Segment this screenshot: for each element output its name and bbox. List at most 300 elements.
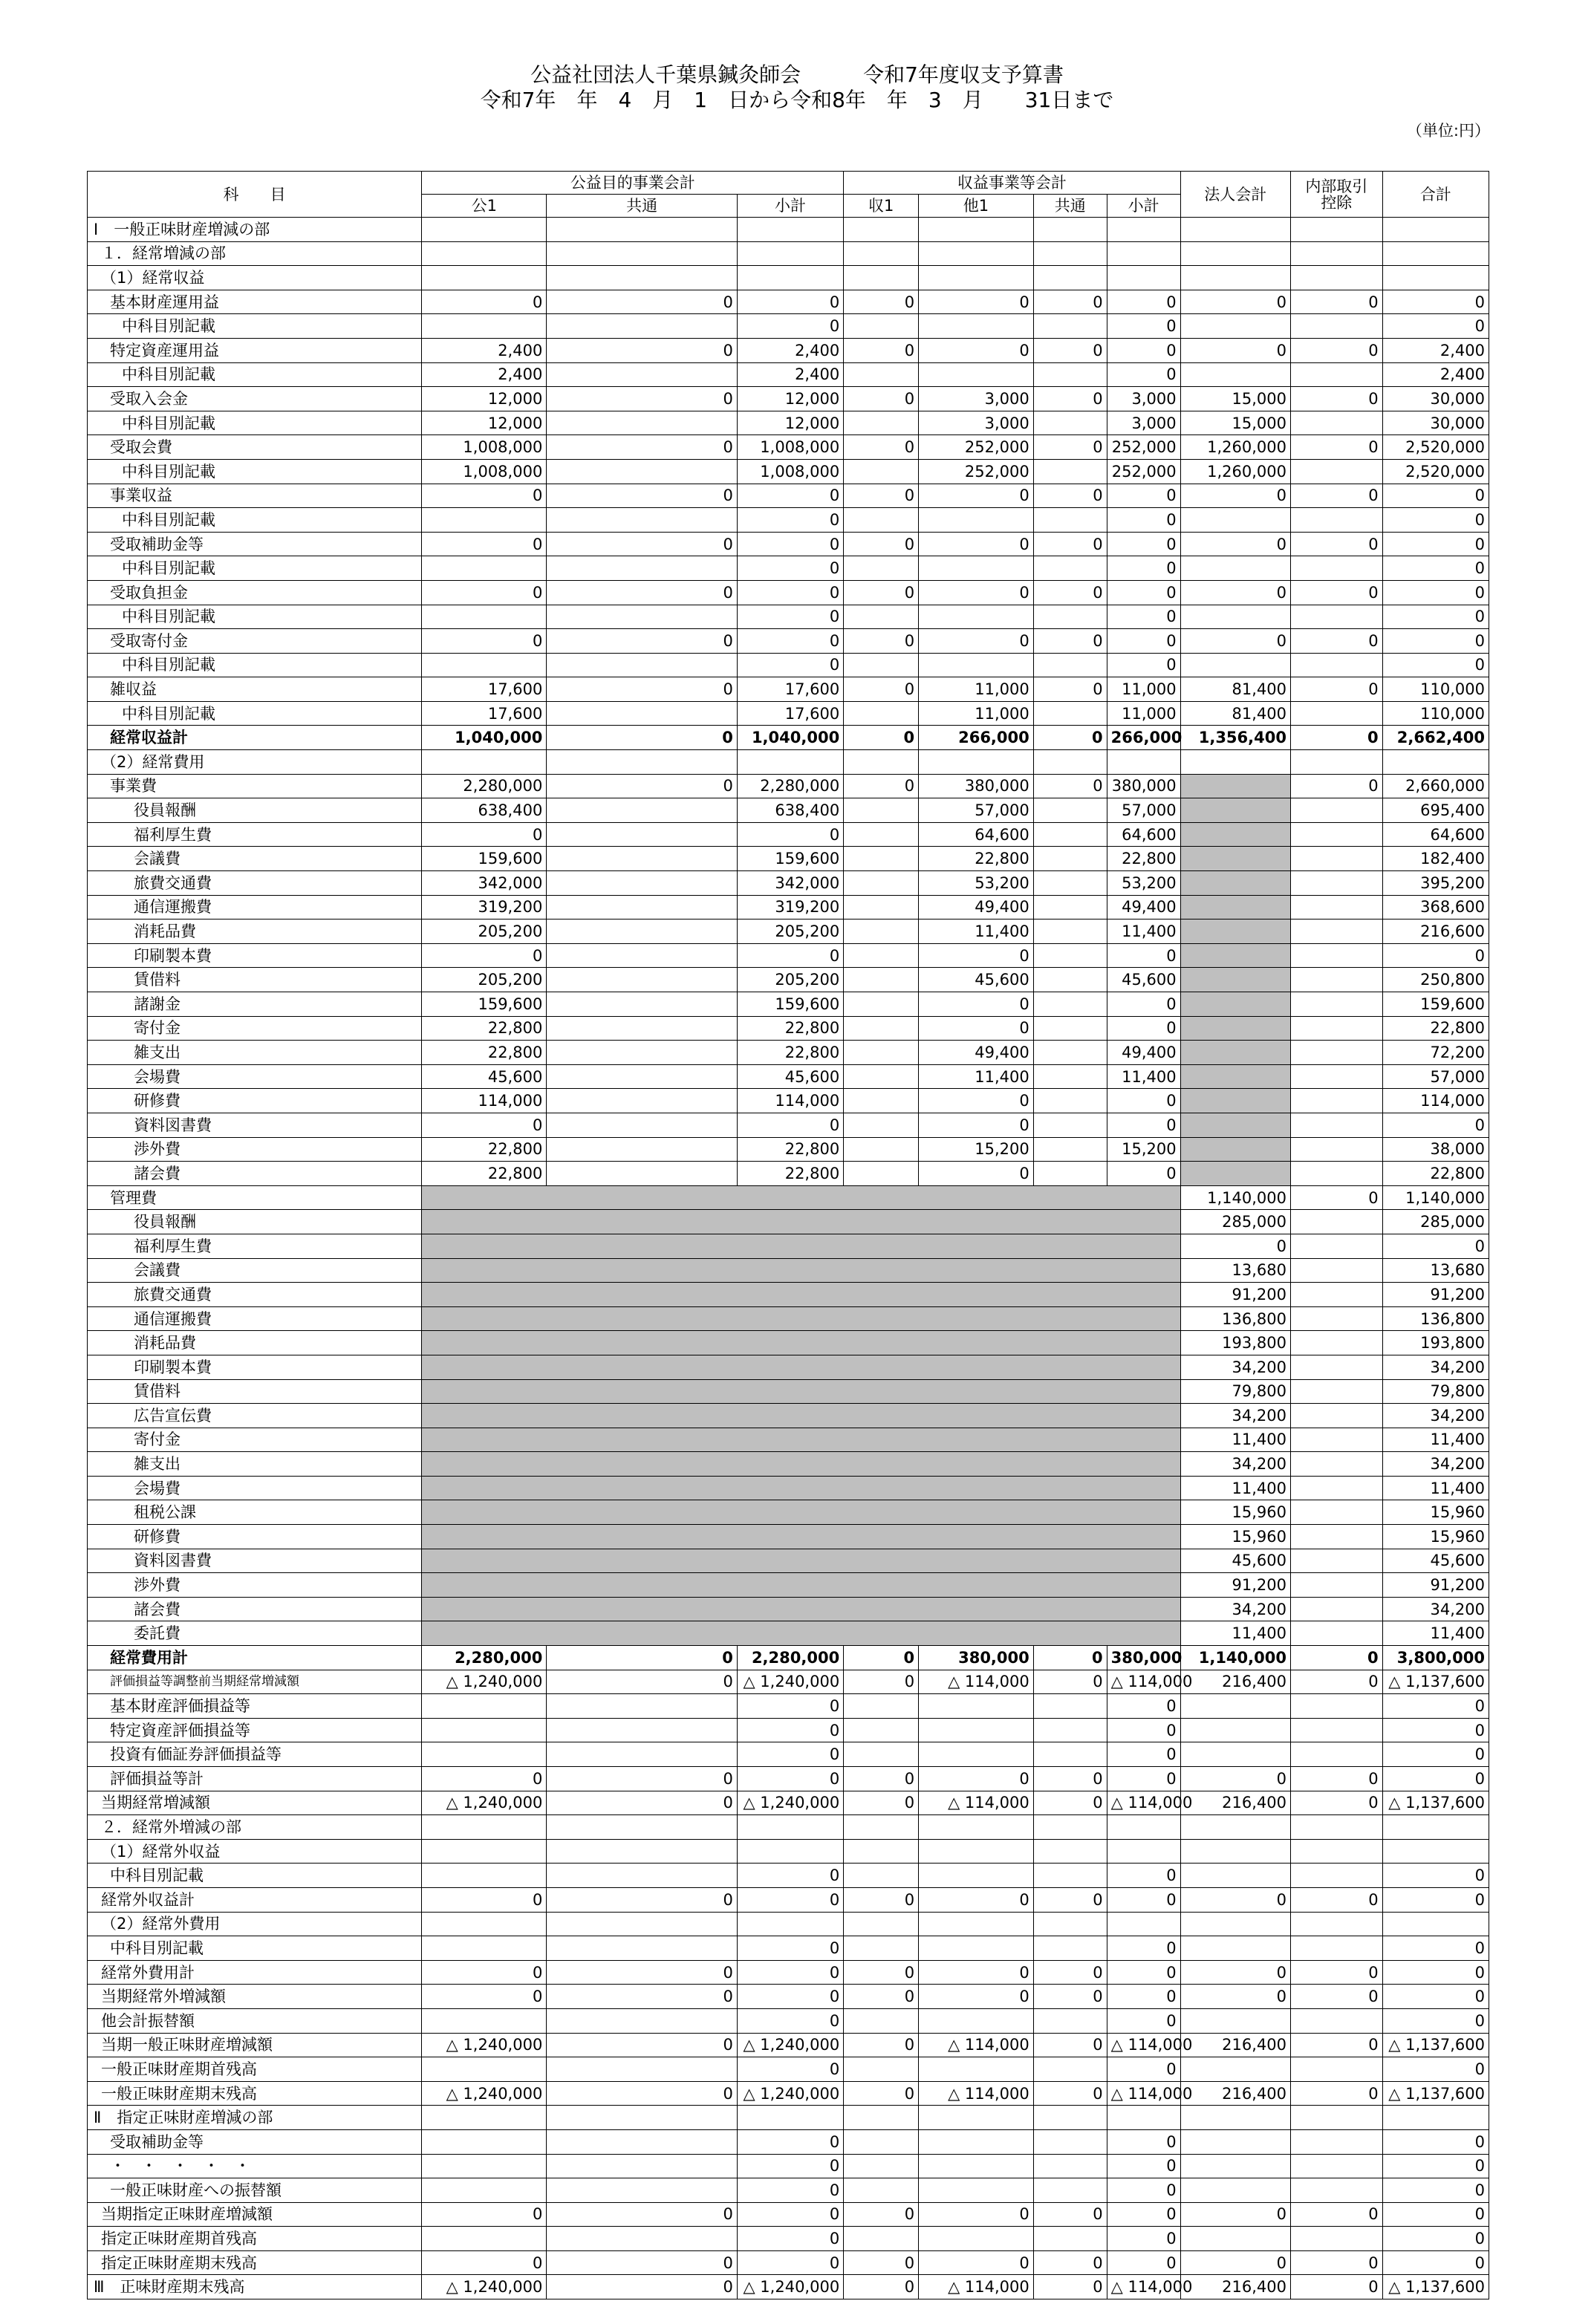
cell-total: 110,000: [1382, 677, 1489, 702]
row-label: 資料図書費: [88, 1549, 422, 1573]
row-label: 当期経常外増減額: [88, 1985, 422, 2009]
shaded-cell: [422, 1476, 1180, 1500]
cell-internal: [1290, 701, 1382, 726]
cell-corporate: 11,400: [1180, 1428, 1290, 1452]
cell-rev1: 0: [844, 774, 919, 798]
cell-internal: [1290, 1839, 1382, 1864]
cell-corporate: 0: [1180, 532, 1290, 556]
cell-total: 193,800: [1382, 1331, 1489, 1355]
cell-rev1: [844, 362, 919, 387]
cell-internal: 0: [1290, 2033, 1382, 2057]
cell-other1: 0: [919, 1985, 1034, 2009]
cell-common1: 0: [547, 1646, 738, 1670]
cell-internal: [1290, 895, 1382, 919]
row-label: 受取寄付金: [88, 629, 422, 654]
row-label: 受取会費: [88, 435, 422, 460]
cell-corporate: 285,000: [1180, 1210, 1290, 1234]
cell-corporate: [1180, 508, 1290, 533]
cell-common2: [1033, 1113, 1107, 1137]
cell-subtotal2: 0: [1107, 1767, 1180, 1791]
cell-rev1: [844, 1137, 919, 1162]
cell-common2: 0: [1033, 2081, 1107, 2106]
cell-rev1: [844, 750, 919, 775]
row-label: 中科目別記載: [88, 508, 422, 533]
cell-subtotal2: 45,600: [1107, 968, 1180, 992]
cell-public1: [422, 2227, 547, 2251]
cell-subtotal2: △ 114,000: [1107, 2081, 1180, 2106]
cell-rev1: [844, 1912, 919, 1936]
col-group-revenue: 収益事業等会計: [844, 172, 1180, 195]
table-row: [88, 2106, 1489, 2130]
cell-common1: [547, 1113, 738, 1137]
cell-total: 0: [1382, 2227, 1489, 2251]
cell-public1: [422, 314, 547, 339]
cell-internal: 0: [1290, 1767, 1382, 1791]
cell-subtotal1: 12,000: [737, 387, 843, 411]
cell-public1: [422, 2008, 547, 2033]
cell-common2: [1033, 241, 1107, 266]
cell-other1: [919, 241, 1034, 266]
cell-other1: 11,400: [919, 1064, 1034, 1089]
cell-other1: 0: [919, 1016, 1034, 1041]
cell-common2: [1033, 847, 1107, 871]
cell-internal: 0: [1290, 1670, 1382, 1694]
cell-subtotal2: △ 114,000: [1107, 1791, 1180, 1815]
cell-subtotal1: [737, 2106, 843, 2130]
cell-internal: 0: [1290, 435, 1382, 460]
cell-common1: 0: [547, 387, 738, 411]
cell-total: 0: [1382, 943, 1489, 968]
cell-total: 22,800: [1382, 1162, 1489, 1186]
cell-subtotal1: [737, 218, 843, 242]
cell-subtotal1: 0: [737, 653, 843, 677]
cell-subtotal1: [737, 750, 843, 775]
cell-other1: 0: [919, 1887, 1034, 1912]
cell-corporate: 216,400: [1180, 2275, 1290, 2299]
cell-common1: [547, 605, 738, 629]
cell-common2: [1033, 2154, 1107, 2178]
row-label: 役員報酬: [88, 1210, 422, 1234]
cell-total: 0: [1382, 2057, 1489, 2082]
table-row: [88, 1960, 1489, 1985]
cell-common1: 0: [547, 532, 738, 556]
cell-common1: [547, 1137, 738, 1162]
cell-corporate: 0: [1180, 1767, 1290, 1791]
cell-other1: 0: [919, 338, 1034, 362]
cell-subtotal1: 0: [737, 2129, 843, 2154]
cell-subtotal1: △ 1,240,000: [737, 2275, 843, 2299]
cell-rev1: [844, 871, 919, 896]
cell-public1: [422, 218, 547, 242]
shaded-cell: [1180, 798, 1290, 823]
cell-other1: 0: [919, 1767, 1034, 1791]
row-label: 中科目別記載: [88, 411, 422, 435]
cell-subtotal1: 319,200: [737, 895, 843, 919]
cell-total: 0: [1382, 580, 1489, 605]
cell-subtotal2: 0: [1107, 580, 1180, 605]
cell-subtotal1: 0: [737, 2057, 843, 2082]
cell-subtotal2: 0: [1107, 1718, 1180, 1742]
cell-subtotal1: 0: [737, 2250, 843, 2275]
cell-common2: [1033, 2178, 1107, 2203]
shaded-cell: [1180, 774, 1290, 798]
cell-subtotal2: 266,000: [1107, 726, 1180, 750]
cell-common1: [547, 2106, 738, 2130]
cell-total: 0: [1382, 484, 1489, 508]
cell-corporate: [1180, 1936, 1290, 1961]
cell-corporate: [1180, 1694, 1290, 1719]
cell-subtotal2: 0: [1107, 1864, 1180, 1888]
cell-internal: [1290, 1258, 1382, 1283]
cell-common2: [1033, 459, 1107, 484]
cell-subtotal2: 0: [1107, 290, 1180, 314]
cell-common2: [1033, 1089, 1107, 1113]
cell-public1: [422, 1815, 547, 1840]
table-row: [88, 1137, 1489, 1162]
cell-other1: [919, 1718, 1034, 1742]
cell-total: 11,400: [1382, 1476, 1489, 1500]
cell-subtotal2: 0: [1107, 1742, 1180, 1767]
row-label: 経常費用計: [88, 1646, 422, 1670]
table-row: [88, 266, 1489, 290]
cell-public1: 0: [422, 943, 547, 968]
document-title: 公益社団法人千葉県鍼灸師会 令和7年度収支予算書: [530, 62, 1064, 87]
cell-subtotal1: 342,000: [737, 871, 843, 896]
cell-public1: △ 1,240,000: [422, 2033, 547, 2057]
cell-subtotal1: 12,000: [737, 411, 843, 435]
cell-subtotal1: 0: [737, 1887, 843, 1912]
cell-corporate: 0: [1180, 1960, 1290, 1985]
shaded-cell: [422, 1355, 1180, 1379]
cell-common2: [1033, 1162, 1107, 1186]
cell-public1: [422, 1936, 547, 1961]
cell-common1: [547, 1016, 738, 1041]
row-label: １．経常増減の部: [88, 241, 422, 266]
cell-other1: [919, 266, 1034, 290]
cell-total: [1382, 1815, 1489, 1840]
cell-rev1: [844, 1162, 919, 1186]
table-row: [88, 1234, 1489, 1258]
cell-subtotal2: 49,400: [1107, 1041, 1180, 1065]
cell-corporate: [1180, 1864, 1290, 1888]
cell-rev1: 0: [844, 2250, 919, 2275]
cell-corporate: [1180, 2178, 1290, 2203]
cell-other1: [919, 1912, 1034, 1936]
cell-corporate: 91,200: [1180, 1283, 1290, 1307]
cell-corporate: 1,140,000: [1180, 1646, 1290, 1670]
cell-rev1: [844, 822, 919, 847]
cell-common2: [1033, 750, 1107, 775]
table-row: [88, 2275, 1489, 2299]
cell-internal: [1290, 2057, 1382, 2082]
cell-internal: [1290, 2106, 1382, 2130]
cell-total: 2,662,400: [1382, 726, 1489, 750]
cell-public1: [422, 750, 547, 775]
cell-other1: [919, 653, 1034, 677]
cell-rev1: [844, 218, 919, 242]
table-row: [88, 798, 1489, 823]
row-label: 中科目別記載: [88, 605, 422, 629]
shaded-cell: [1180, 943, 1290, 968]
cell-common1: [547, 750, 738, 775]
cell-public1: [422, 653, 547, 677]
cell-common1: 0: [547, 1887, 738, 1912]
cell-common2: [1033, 266, 1107, 290]
table-row: [88, 1452, 1489, 1477]
cell-other1: 0: [919, 2250, 1034, 2275]
row-label: Ⅰ 一般正味財産増減の部: [88, 218, 422, 242]
row-label: 旅費交通費: [88, 1283, 422, 1307]
cell-total: 0: [1382, 605, 1489, 629]
cell-common1: 0: [547, 1791, 738, 1815]
cell-internal: [1290, 1331, 1382, 1355]
cell-internal: 0: [1290, 387, 1382, 411]
cell-common1: [547, 701, 738, 726]
cell-corporate: [1180, 556, 1290, 581]
cell-subtotal2: 0: [1107, 362, 1180, 387]
cell-public1: 159,600: [422, 847, 547, 871]
cell-common1: [547, 1815, 738, 1840]
cell-common1: [547, 2227, 738, 2251]
cell-total: 3,800,000: [1382, 1646, 1489, 1670]
cell-public1: 0: [422, 2202, 547, 2227]
cell-rev1: 0: [844, 435, 919, 460]
cell-total: 57,000: [1382, 1064, 1489, 1089]
cell-total: 0: [1382, 1960, 1489, 1985]
cell-subtotal2: 380,000: [1107, 1646, 1180, 1670]
table-row: [88, 435, 1489, 460]
cell-common1: [547, 919, 738, 944]
shaded-cell: [422, 1597, 1180, 1621]
cell-common1: [547, 1742, 738, 1767]
row-label: 受取入会金: [88, 387, 422, 411]
row-label: 経常外収益計: [88, 1887, 422, 1912]
cell-other1: △ 114,000: [919, 2275, 1034, 2299]
table-row: [88, 2227, 1489, 2251]
cell-common1: [547, 2178, 738, 2203]
cell-internal: [1290, 1815, 1382, 1840]
table-row: [88, 677, 1489, 702]
cell-subtotal2: 49,400: [1107, 895, 1180, 919]
cell-common1: [547, 1864, 738, 1888]
table-row: [88, 1936, 1489, 1961]
cell-common2: [1033, 2227, 1107, 2251]
cell-subtotal1: △ 1,240,000: [737, 1791, 843, 1815]
cell-corporate: 0: [1180, 580, 1290, 605]
cell-subtotal2: 0: [1107, 992, 1180, 1017]
cell-rev1: [844, 2129, 919, 2154]
cell-rev1: [844, 1089, 919, 1113]
table-row: [88, 1767, 1489, 1791]
cell-corporate: 34,200: [1180, 1355, 1290, 1379]
cell-public1: [422, 556, 547, 581]
cell-common1: [547, 895, 738, 919]
cell-internal: [1290, 1355, 1382, 1379]
cell-other1: 0: [919, 2202, 1034, 2227]
row-label: 中科目別記載: [88, 362, 422, 387]
cell-other1: 0: [919, 484, 1034, 508]
table-row: [88, 411, 1489, 435]
cell-total: 2,520,000: [1382, 435, 1489, 460]
cell-total: 250,800: [1382, 968, 1489, 992]
cell-other1: [919, 2057, 1034, 2082]
cell-subtotal1: [737, 241, 843, 266]
cell-common2: 0: [1033, 1887, 1107, 1912]
cell-common2: 0: [1033, 2275, 1107, 2299]
row-label: 諸謝金: [88, 992, 422, 1017]
cell-subtotal2: 0: [1107, 1016, 1180, 1041]
cell-other1: [919, 1839, 1034, 1864]
cell-other1: [919, 1694, 1034, 1719]
cell-total: 0: [1382, 1767, 1489, 1791]
cell-other1: 49,400: [919, 895, 1034, 919]
cell-other1: 266,000: [919, 726, 1034, 750]
cell-corporate: [1180, 2154, 1290, 2178]
cell-common2: 0: [1033, 387, 1107, 411]
table-row: [88, 241, 1489, 266]
cell-subtotal1: 0: [737, 605, 843, 629]
cell-common2: 0: [1033, 1646, 1107, 1670]
row-label: 基本財産運用益: [88, 290, 422, 314]
cell-subtotal2: 0: [1107, 556, 1180, 581]
cell-common2: [1033, 1064, 1107, 1089]
cell-internal: [1290, 1912, 1382, 1936]
cell-other1: [919, 2008, 1034, 2033]
cell-common2: [1033, 1815, 1107, 1840]
cell-common1: 0: [547, 774, 738, 798]
cell-subtotal2: 11,000: [1107, 701, 1180, 726]
row-label: 会場費: [88, 1476, 422, 1500]
cell-subtotal2: [1107, 1912, 1180, 1936]
table-row: [88, 605, 1489, 629]
cell-total: △ 1,137,600: [1382, 1670, 1489, 1694]
cell-other1: 252,000: [919, 435, 1034, 460]
shaded-cell: [1180, 992, 1290, 1017]
cell-subtotal2: 0: [1107, 605, 1180, 629]
cell-rev1: [844, 605, 919, 629]
shaded-cell: [1180, 1016, 1290, 1041]
cell-common1: [547, 1041, 738, 1065]
cell-other1: [919, 1742, 1034, 1767]
cell-subtotal1: 0: [737, 1694, 843, 1719]
cell-rev1: [844, 1113, 919, 1137]
cell-other1: [919, 750, 1034, 775]
cell-corporate: [1180, 362, 1290, 387]
cell-rev1: 0: [844, 1960, 919, 1985]
shaded-cell: [1180, 1041, 1290, 1065]
cell-common2: 0: [1033, 2033, 1107, 2057]
cell-subtotal1: 0: [737, 290, 843, 314]
row-label: 一般正味財産期末残高: [88, 2081, 422, 2106]
shaded-cell: [422, 1283, 1180, 1307]
cell-public1: 0: [422, 1113, 547, 1137]
row-label: 諸会費: [88, 1597, 422, 1621]
cell-subtotal2: 0: [1107, 1936, 1180, 1961]
table-row: [88, 1016, 1489, 1041]
shaded-cell: [422, 1621, 1180, 1646]
cell-subtotal1: 0: [737, 314, 843, 339]
cell-corporate: 216,400: [1180, 1670, 1290, 1694]
cell-corporate: 0: [1180, 484, 1290, 508]
cell-other1: 0: [919, 629, 1034, 654]
cell-rev1: [844, 701, 919, 726]
row-label: 投資有価証券評価損益等: [88, 1742, 422, 1767]
cell-subtotal2: 22,800: [1107, 847, 1180, 871]
row-label: Ⅱ 指定正味財産増減の部: [88, 2106, 422, 2130]
cell-subtotal2: [1107, 2106, 1180, 2130]
cell-subtotal1: [737, 1912, 843, 1936]
budget-table: [87, 171, 1489, 2299]
cell-subtotal1: △ 1,240,000: [737, 2033, 843, 2057]
cell-internal: [1290, 1379, 1382, 1404]
cell-rev1: 0: [844, 677, 919, 702]
cell-public1: 17,600: [422, 677, 547, 702]
cell-public1: 17,600: [422, 701, 547, 726]
cell-corporate: 34,200: [1180, 1597, 1290, 1621]
row-label: ２．経常外増減の部: [88, 1815, 422, 1840]
cell-total: 695,400: [1382, 798, 1489, 823]
cell-subtotal1: 22,800: [737, 1162, 843, 1186]
cell-corporate: 0: [1180, 290, 1290, 314]
row-label: 印刷製本費: [88, 1355, 422, 1379]
cell-total: 91,200: [1382, 1283, 1489, 1307]
cell-internal: 0: [1290, 2275, 1382, 2299]
table-row: [88, 484, 1489, 508]
cell-corporate: 216,400: [1180, 1791, 1290, 1815]
shaded-cell: [1180, 895, 1290, 919]
cell-common2: 0: [1033, 290, 1107, 314]
cell-subtotal2: 252,000: [1107, 459, 1180, 484]
cell-public1: 1,008,000: [422, 459, 547, 484]
cell-corporate: [1180, 750, 1290, 775]
row-label: 役員報酬: [88, 798, 422, 823]
cell-internal: [1290, 218, 1382, 242]
shaded-cell: [1180, 1089, 1290, 1113]
row-label: 広告宣伝費: [88, 1404, 422, 1428]
cell-common2: [1033, 411, 1107, 435]
cell-total: 0: [1382, 629, 1489, 654]
cell-common2: [1033, 1041, 1107, 1065]
shaded-cell: [422, 1500, 1180, 1525]
cell-common1: 0: [547, 435, 738, 460]
cell-internal: [1290, 2129, 1382, 2154]
table-row: [88, 701, 1489, 726]
cell-rev1: 0: [844, 1791, 919, 1815]
cell-other1: 0: [919, 1113, 1034, 1137]
col-subtotal1: 小計: [737, 195, 843, 218]
cell-public1: 0: [422, 580, 547, 605]
cell-subtotal2: 0: [1107, 2154, 1180, 2178]
cell-subtotal2: [1107, 218, 1180, 242]
cell-total: 395,200: [1382, 871, 1489, 896]
cell-subtotal1: 0: [737, 1742, 843, 1767]
cell-corporate: [1180, 2227, 1290, 2251]
cell-corporate: 1,356,400: [1180, 726, 1290, 750]
cell-subtotal1: 0: [737, 943, 843, 968]
cell-corporate: [1180, 1912, 1290, 1936]
shaded-cell: [422, 1306, 1180, 1331]
cell-common1: 0: [547, 1960, 738, 1985]
row-label: 受取補助金等: [88, 532, 422, 556]
cell-total: △ 1,137,600: [1382, 2081, 1489, 2106]
cell-other1: [919, 2129, 1034, 2154]
table-row: [88, 895, 1489, 919]
cell-internal: [1290, 750, 1382, 775]
cell-subtotal1: 45,600: [737, 1064, 843, 1089]
cell-other1: 0: [919, 1960, 1034, 1985]
cell-total: 34,200: [1382, 1355, 1489, 1379]
cell-subtotal2: 3,000: [1107, 411, 1180, 435]
